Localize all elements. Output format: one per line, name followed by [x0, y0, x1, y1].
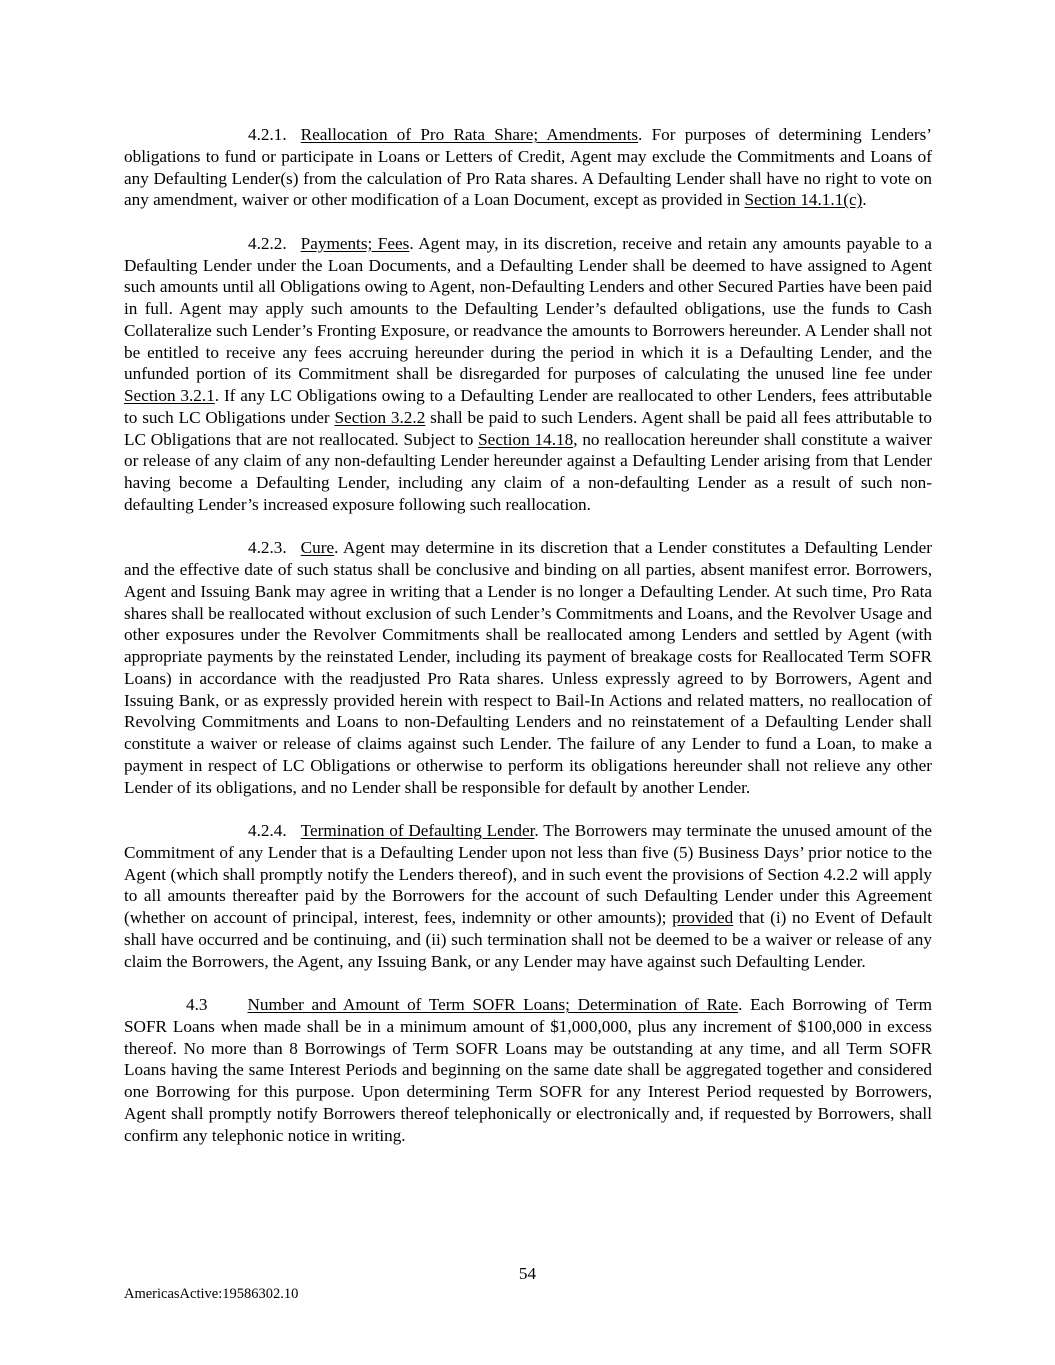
section-text: . Each Borrowing of Term SOFR Loans when made shall be in a minimum amount of $1,000,000, plus any increment of $100,000 in excess thereof. No more than 8 Borrowings of Term SOFR Loans may be outstanding at any time, and all Term SOFR Loans having the same Interest Periods and beginning on the same date shall be aggregated together and considered one Borrowing for this purpose. Upon determining Term SOFR for any Interest Period requested by Borrowers, Agent shall promptly notify Borrowers thereof telephonically or electronically and, if requested by Borrowers, shall confirm any telephonic notice in writing. — [124, 995, 932, 1145]
section-4-2-2 — [124, 233, 932, 516]
defined-term-provided: provided — [672, 908, 734, 927]
section-4-2-4 — [124, 820, 932, 972]
cross-reference-link[interactable]: Section 14.18 — [478, 429, 574, 449]
cross-reference-link[interactable]: Section 14.1.1(c) — [744, 190, 863, 210]
cross-reference-link[interactable]: Section 3.2.1 — [124, 386, 215, 405]
section-heading: Cure — [300, 538, 335, 558]
section-heading: Payments; Fees — [300, 233, 410, 253]
section-4-2-3 — [124, 537, 932, 798]
section-text: . If any LC Obligations owing to a Defaulting Lender are reallocated to other Lenders, fees attributable to such LC Obligations under — [124, 386, 932, 427]
section-number: 4.2.4. — [248, 821, 287, 840]
section-number: 4.2.3. — [248, 538, 287, 558]
page-number: 54 — [518, 1264, 537, 1283]
section-text: . — [862, 190, 867, 210]
section-number: 4.2.1. — [248, 125, 287, 144]
section-text: , no reallocation hereunder shall constitute a waiver or release of any claim of any non-defaulting Lender hereunder against a Defaulting Lender arising from that Lender having become a Defaulting Lender, including any claim of a non-defaulting Lender as a result of such non-defaulting Lender’s increased exposure following such reallocation. — [124, 429, 932, 514]
cross-reference-link[interactable]: Section 3.2.2 — [334, 407, 426, 427]
section-heading: Number and Amount of Term SOFR Loans; Determination of Rate — [247, 995, 739, 1014]
section-text: . Agent may determine in its discretion that a Lender constitutes a Defaulting Lender and the effective date of such status shall be conclusive and binding on all parties, absent manifest error. Borrowers, Agent and Issuing Bank may agree in writing that a Lender is no longer a Defaulting Lender. At such time, Pro Rata shares shall be reallocated without exclusion of such Lender’s Commitments and Loans, and the Revolver Usage and other exposures under the Revolver Commitments shall be reallocated among Lenders and settled by Agent (with appropriate payments by the reinstated Lender, including its payment of breakage costs for Reallocated Term SOFR Loans) in accordance with the readjusted Pro Rata shares. Unless expressly agreed to by Borrowers, Agent and Issuing Bank, or as expressly provided herein with respect to Bail-In Actions and related matters, no reallocation of Revolving Commitments and Loans to non-Defaulting Lenders and no reinstatement of a Defaulting Lender shall constitute a waiver or release of claims against such Lender. The failure of any Lender to fund a Loan, to make a payment in respect of LC Obligations or otherwise to perform its obligations hereunder shall not relieve any other Lender of its obligations, and no Lender shall be responsible for default by another Lender. — [124, 538, 932, 797]
section-text: . Agent may, in its discretion, receive and retain any amounts payable to a Defaulting Lender under the Loan Documents, and a Defaulting Lender shall be deemed to have assigned to Agent such amounts until all Obligations owing to Agent, non-Defaulting Lenders and other Secured Parties have been paid in full. Agent may apply such amounts to the Defaulting Lender’s defaulted obligations, use the funds to Cash Collateralize such Lender’s Fronting Exposure, or readvance the amounts to Borrowers hereunder. A Lender shall not be entitled to receive any fees accruing hereunder during the period in which it is a Defaulting Lender, and the unfunded portion of its Commitment shall be disregarded for purposes of calculating the unused line fee under — [124, 233, 932, 384]
section-heading: Reallocation of Pro Rata Share; Amendments — [300, 125, 639, 144]
section-number: 4.3 — [186, 995, 208, 1014]
section-text: that (i) no Event of Default shall have occurred and be continuing, and (ii) such termination shall not be deemed to be a waiver or release of any claim the Borrowers, the Agent, any Issuing Bank, or any Lender may have against such Defaulting Lender. — [124, 908, 932, 971]
document-id: AmericasActive:19586302.10 — [124, 1286, 299, 1302]
section-number: 4.2.2. — [248, 233, 287, 253]
section-4-2-1 — [124, 124, 932, 211]
section-4-3 — [124, 994, 932, 1146]
section-text: . For purposes of determining Lenders’ obligations to fund or participate in Loans or Letters of Credit, Agent may exclude the Commitments and Loans of any Defaulting Lender(s) from the calculation of Pro Rata shares. A Defaulting Lender shall have no right to vote on any amendment, waiver or other modification of a Loan Document, except as provided in — [124, 125, 932, 210]
section-text: . The Borrowers may terminate the unused amount of the Commitment of any Lender that is a Defaulting Lender upon not less than five (5) Business Days’ prior notice to the Agent (which shall promptly notify the Lenders thereof), and in such event the provisions of Section 4.2.2 will apply to all amounts thereafter paid by the Borrowers for the account of such Defaulting Lender under this Agreement (whether on account of principal, interest, fees, indemnity or other amounts); — [124, 821, 933, 927]
document-page — [124, 124, 932, 1168]
section-heading: Termination of Defaulting Lender — [300, 821, 535, 840]
section-text: shall be paid to such Lenders. Agent shall be paid all fees attributable to LC Obligations that are not reallocated. Subject to — [124, 407, 932, 449]
